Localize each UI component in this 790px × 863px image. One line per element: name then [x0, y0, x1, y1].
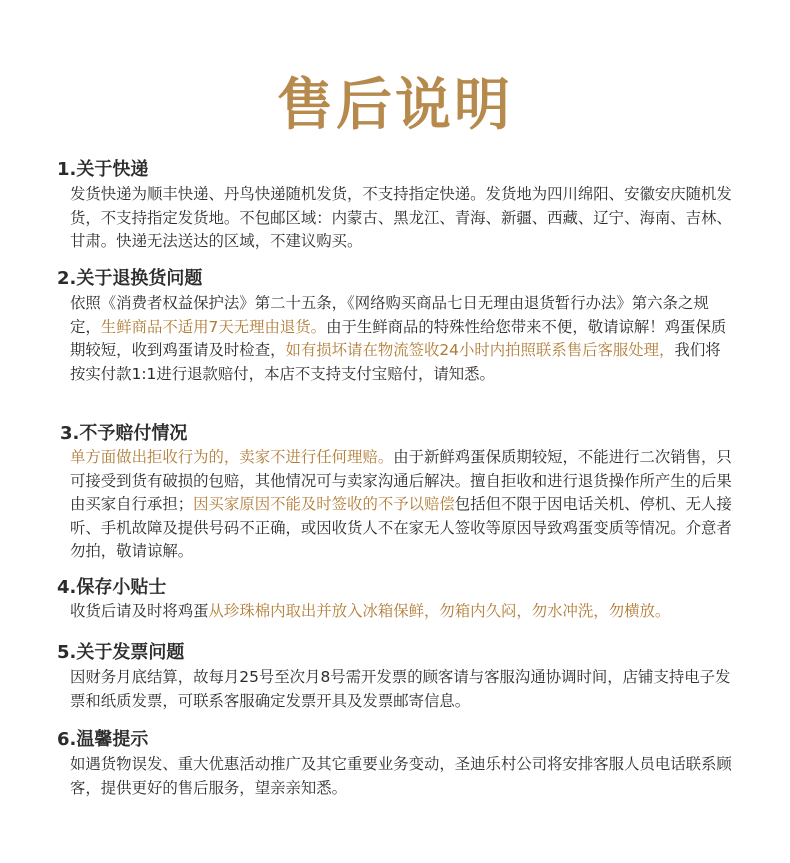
section-body-returns [70, 292, 735, 386]
section-body-invoice [70, 666, 735, 713]
highlight-text: 单方面做出拒收行为的，卖家不进行任何理赔。 [70, 448, 394, 466]
section-body-storage-tips [70, 600, 760, 624]
body-text: 如遇货物误发、重大优惠活动推广及其它重要业务变动，圣迪乐村公司将安排客服人员电话联系顾客，提供更好的售后服务，望亲亲知悉。 [70, 755, 732, 797]
highlight-text: 从珍珠棉内取出并放入冰箱保鲜，勿箱内久闷，勿水冲洗，勿横放。 [208, 602, 671, 620]
body-text: 由于生鲜商品的特殊性给您带来不便，敬请谅解！鸡蛋保质期较短，收到鸡蛋请及时检查， [70, 317, 727, 360]
body-text: 我们将按实付款1:1进行退款赔付，本店不支持支付宝赔付，请知悉。 [70, 341, 721, 383]
body-text: 由于新鲜鸡蛋保质期较短，不能进行二次销售，只可接受到货有破损的包赔，其他情况可与卖家沟通后解决。擅自拒收和进行退货操作所产生的后果由买家自行承担； [70, 448, 732, 514]
section-heading-returns: 2.关于退换货问题 [57, 268, 203, 289]
body-text: 依照《消费者权益保护法》第二十五条，《网络购买商品七日无理由退货暂行办法》第六条之规定， [70, 294, 709, 336]
section-body-reminder [70, 753, 735, 800]
body-text: 包括但不限于因电话关机、停机、无人接听、手机故障及提供号码不正确，或因收货人不在家无人签收等原因导致鸡蛋变质等情况。介意者勿拍，敬请谅解。 [70, 495, 732, 561]
section-heading-delivery: 1.关于快递 [57, 159, 149, 180]
section-heading-storage-tips: 4.保存小贴士 [57, 577, 167, 598]
body-text: 收货后请及时将鸡蛋 [70, 602, 209, 620]
highlight-text: 如有损坏请在物流签收24小时内拍照联系售后客服处理， [285, 341, 675, 360]
page-title: 售后说明 [277, 73, 513, 138]
section-heading-invoice: 5.关于发票问题 [57, 642, 185, 663]
body-text: 发货快递为顺丰快递、丹鸟快递随机发货，不支持指定快递。发货地为四川绵阳、安徽安庆随机发货，不支持指定发货地。不包邮区域：内蒙古、黑龙江、青海、新疆、西藏、辽宁、海南、吉林、甘肃。快递无法送达的区域，不建议购买。 [70, 185, 732, 251]
section-heading-reminder: 6.温馨提示 [57, 729, 149, 750]
section-body-no-compensation [70, 446, 735, 564]
highlight-text: 生鲜商品不适用7天无理由退货。 [100, 317, 327, 336]
body-text: 因财务月底结算，故每月25号至次月8号需开发票的顾客请与客服沟通协调时间，店铺支持电子发票和纸质发票，可联系客服确定发票开具及发票邮寄信息。 [70, 668, 731, 710]
section-heading-no-compensation: 3.不予赔付情况 [60, 423, 188, 444]
highlight-text: 因买家原因不能及时签收的不予以赔偿 [193, 495, 455, 514]
section-body-delivery [70, 183, 735, 254]
